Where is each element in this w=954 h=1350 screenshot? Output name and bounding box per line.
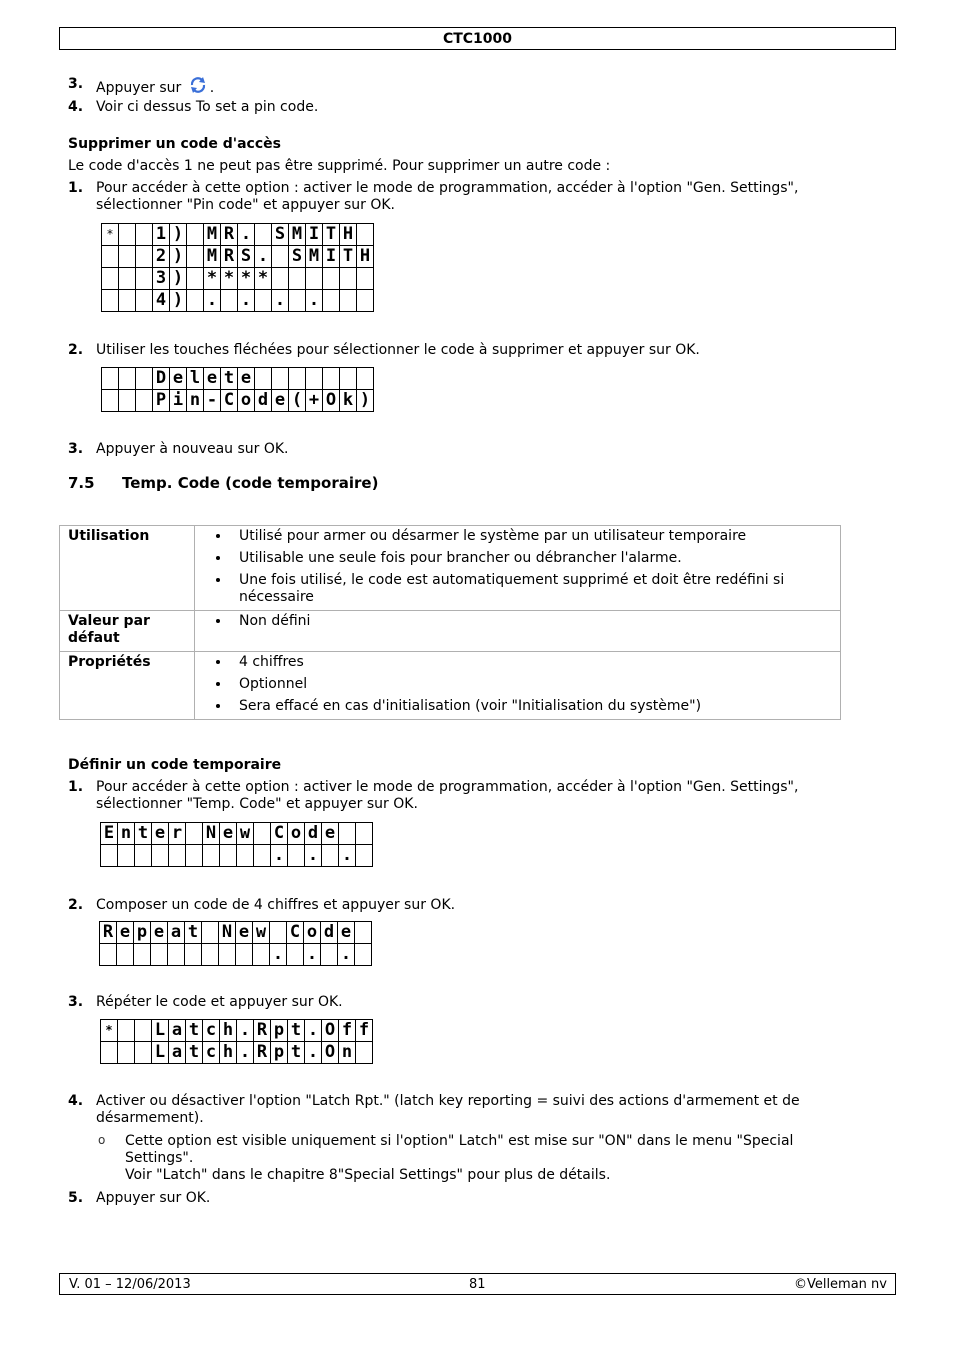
lcd-cell [321,944,338,966]
lcd-cell [355,944,372,966]
lcd-cell: M [306,246,323,268]
lcd-cell: e [236,922,253,944]
step-text: Appuyer à nouveau sur OK. [96,441,289,457]
page-header [59,27,896,50]
lcd-cell: H [357,246,374,268]
lcd-cell [134,944,151,966]
bullet-line: Voir "Latch" dans le chapitre 8"Special Settings" pour plus de détails. [125,1167,611,1183]
lcd-cell: C [287,922,304,944]
lcd-cell [289,268,306,290]
lcd-cell [219,944,236,966]
lcd-cell: E [101,823,118,845]
lcd-cell: . [237,1020,254,1042]
lcd-cell [168,944,185,966]
section-number: 7.5 [68,474,95,492]
lcd-cell: N [203,823,220,845]
lcd-cell [356,1042,373,1064]
lcd-row [102,268,374,290]
lcd-cell: ) [170,246,187,268]
lcd-cell: e [151,922,168,944]
lcd-cell [118,845,135,867]
lcd-cell: e [152,823,169,845]
lcd-cell: e [117,922,134,944]
lcd-cell [272,246,289,268]
list-item: • Sera effacé en cas d'initialisation (voir "Initialisation du système") [231,698,832,715]
lcd-cell: R [254,1042,271,1064]
lcd-cell: . [238,290,255,312]
lcd-cell [203,845,220,867]
lcd-cell [357,368,374,390]
lcd-cell [357,224,374,246]
lcd-cell: S [289,246,306,268]
step-number: 5. [68,1190,84,1206]
lcd-cell: ) [170,224,187,246]
lcd-cell: n [118,823,135,845]
lcd-cell [306,368,323,390]
lcd-row [101,1042,373,1064]
lcd-cell [186,823,203,845]
lcd-cell [340,368,357,390]
lcd-cell: P [153,390,170,412]
lcd-cell [255,290,272,312]
lcd-cell [185,944,202,966]
lcd-cell: . [305,1020,322,1042]
lcd-cell: n [339,1042,356,1064]
lcd-cell: . [204,290,221,312]
lcd-cell: e [322,823,339,845]
lcd-cell [288,845,305,867]
lcd-display-pin-list [101,223,374,312]
lcd-cell: e [204,368,221,390]
lcd-cell [253,944,270,966]
lcd-cell: c [203,1042,220,1064]
lcd-cell: . [270,944,287,966]
lcd-cell: o [288,823,305,845]
lcd-display-repeat-new-code [99,921,372,966]
lcd-cell [102,368,119,390]
lcd-cell: R [221,224,238,246]
lcd-display-delete [101,367,374,412]
lcd-cell: M [289,224,306,246]
step-text: Activer ou désactiver l'option "Latch Rpt." (latch key reporting = suivi des actions d'armement et de désarmement). [96,1093,800,1126]
lcd-cell [187,290,204,312]
lcd-display-enter-new-code [100,822,373,867]
bullet-line: Cette option est visible uniquement si l'option" Latch" est mise sur "ON" dans le menu "Special Settings". [125,1133,794,1166]
lcd-cell: f [339,1020,356,1042]
lcd-cell: w [253,922,270,944]
lcd-cell: ( [289,390,306,412]
lcd-cell: n [187,390,204,412]
lcd-cell [136,390,153,412]
subsection-heading: Définir un code temporaire [68,757,282,773]
lcd-cell: t [288,1020,305,1042]
lcd-cell [102,246,119,268]
lcd-cell: . [255,246,272,268]
lcd-cell [357,290,374,312]
lcd-cell: + [306,390,323,412]
lcd-cell [119,224,136,246]
lcd-cell: . [238,224,255,246]
info-table [59,525,841,720]
step-text [96,76,836,99]
row-values [195,526,841,611]
lcd-cell: O [322,1020,339,1042]
table-row [60,611,841,652]
lcd-cell [340,290,357,312]
lcd-cell: . [305,845,322,867]
lcd-cell: f [356,1020,373,1042]
lcd-cell [339,823,356,845]
lcd-row [100,944,372,966]
lcd-cell: t [221,368,238,390]
page-footer [59,1273,896,1295]
lcd-cell: R [221,246,238,268]
row-values [195,652,841,720]
lcd-cell [119,290,136,312]
lcd-cell [220,845,237,867]
table-row [60,526,841,611]
lcd-cell: e [338,922,355,944]
lcd-cell [119,390,136,412]
lcd-cell: * [238,268,255,290]
lcd-cell [272,268,289,290]
lcd-cell: * [204,268,221,290]
lcd-cell: 1 [153,224,170,246]
lcd-cell [119,268,136,290]
lcd-cell [102,268,119,290]
lcd-cell: L [152,1042,169,1064]
lcd-cell [289,368,306,390]
lcd-cell [356,845,373,867]
lcd-row [102,368,374,390]
lcd-cell: D [153,368,170,390]
step-text: Appuyer sur OK. [96,1190,211,1206]
lcd-cell [357,268,374,290]
lcd-cell: ) [357,390,374,412]
lcd-cell [136,224,153,246]
lcd-row [101,845,373,867]
footer-copyright: ©Velleman nv [793,1277,887,1292]
lcd-cell [289,290,306,312]
lcd-cell: d [255,390,272,412]
lcd-cell: . [306,290,323,312]
lcd-cell [101,845,118,867]
step-number: 4. [68,1093,84,1109]
lcd-cell: h [220,1042,237,1064]
lcd-cell [323,268,340,290]
lcd-cell: . [237,1042,254,1064]
section-title: Temp. Code (code temporaire) [122,474,379,492]
step-text: Pour accéder à cette option : activer le mode de programmation, accéder à l'option "Gen. Settings", sélectionner "Pin code" et appuyer sur OK. [96,180,799,213]
lcd-cell: k [340,390,357,412]
lcd-cell: a [169,1042,186,1064]
list-item: • Utilisable une seule fois pour brancher ou débrancher l'alarme. [231,550,832,567]
lcd-cell [152,845,169,867]
lcd-cell: o [238,390,255,412]
lcd-row [101,1020,373,1042]
lcd-cell [102,290,119,312]
lcd-cell [356,823,373,845]
lcd-cell: e [220,823,237,845]
lcd-cell: . [271,845,288,867]
lcd-cell [236,944,253,966]
step-text: Composer un code de 4 chiffres et appuyer sur OK. [96,897,456,913]
lcd-cell [323,368,340,390]
lcd-cell: p [134,922,151,944]
lcd-cell: I [306,224,323,246]
lcd-cell: C [271,823,288,845]
lcd-cell: O [322,1042,339,1064]
step-number: 1. [68,180,84,196]
lcd-cell: e [170,368,187,390]
step-number: 3. [68,994,84,1010]
step-number: 4. [68,99,84,115]
lcd-cell: ) [170,268,187,290]
lcd-cell: t [185,922,202,944]
row-label: Propriétés [60,652,195,720]
lcd-cell [306,268,323,290]
lcd-cell: t [186,1020,203,1042]
lcd-row [101,823,373,845]
lcd-cell: . [272,290,289,312]
lcd-cell: t [288,1042,305,1064]
lcd-cell [135,845,152,867]
lcd-cell: - [204,390,221,412]
bullet-symbol: o [98,1133,106,1147]
lcd-cell: N [219,922,236,944]
lcd-cell [136,268,153,290]
step-text: Pour accéder à cette option : activer le mode de programmation, accéder à l'option "Gen. Settings", sélectionner "Temp. Code" et appuyer sur OK. [96,779,799,812]
intro-text: Le code d'accès 1 ne peut pas être supprimé. Pour supprimer un autre code : [68,158,611,174]
lcd-cell: d [305,823,322,845]
lcd-cell: l [187,368,204,390]
lcd-cell: 2 [153,246,170,268]
lcd-cell [101,1042,118,1064]
lcd-cell: * [102,224,119,246]
lcd-cell: t [186,1042,203,1064]
lcd-cell [187,246,204,268]
lcd-cell [136,246,153,268]
lcd-cell [323,290,340,312]
lcd-cell: M [204,224,221,246]
list-item: • 4 chiffres [231,654,832,671]
lcd-cell: * [221,268,238,290]
step-text: Utiliser les touches fléchées pour sélectionner le code à supprimer et appuyer sur OK. [96,342,700,358]
lcd-cell: d [321,922,338,944]
lcd-cell: r [169,823,186,845]
lcd-cell: c [203,1020,220,1042]
subsection-heading: Supprimer un code d'accès [68,136,281,152]
lcd-cell [119,246,136,268]
lcd-cell [202,944,219,966]
lcd-cell: . [339,845,356,867]
lcd-cell [272,368,289,390]
step-number: 1. [68,779,84,795]
step-number: 2. [68,342,84,358]
lcd-row [102,390,374,412]
row-label: Valeur par défaut [60,611,195,652]
lcd-cell [355,922,372,944]
lcd-cell: M [204,246,221,268]
lcd-cell: H [340,224,357,246]
list-item: • Optionnel [231,676,832,693]
lcd-cell [340,268,357,290]
lcd-cell [136,290,153,312]
step-number: 3. [68,441,84,457]
refresh-icon [188,76,208,99]
lcd-cell: 4 [153,290,170,312]
lcd-cell [255,224,272,246]
lcd-cell [118,1020,135,1042]
lcd-cell: h [220,1020,237,1042]
lcd-cell: I [323,246,340,268]
list-item: • Une fois utilisé, le code est automatiquement supprimé et doit être redéfini si nécessaire [231,572,832,606]
lcd-cell [186,845,203,867]
step-text: Répéter le code et appuyer sur OK. [96,994,343,1010]
lcd-cell: o [304,922,321,944]
lcd-cell [202,922,219,944]
lcd-cell [119,368,136,390]
row-values [195,611,841,652]
lcd-cell [102,390,119,412]
lcd-cell [254,823,271,845]
lcd-cell: w [237,823,254,845]
step-number: 2. [68,897,84,913]
lcd-cell: S [272,224,289,246]
lcd-cell: . [304,944,321,966]
lcd-cell: a [169,1020,186,1042]
step-text: Voir ci dessus To set a pin code. [96,99,319,115]
lcd-row [100,922,372,944]
lcd-cell: t [135,823,152,845]
lcd-cell [221,290,238,312]
lcd-cell [287,944,304,966]
lcd-cell [254,845,271,867]
footer-version: V. 01 – 12/06/2013 [69,1277,191,1292]
lcd-row [102,224,374,246]
lcd-cell: . [305,1042,322,1064]
lcd-cell: C [221,390,238,412]
lcd-cell: 3 [153,268,170,290]
lcd-cell [237,845,254,867]
lcd-cell: a [168,922,185,944]
lcd-cell: T [340,246,357,268]
lcd-cell [135,1020,152,1042]
lcd-cell: ) [170,290,187,312]
lcd-cell [100,944,117,966]
lcd-cell: p [271,1042,288,1064]
lcd-cell [322,845,339,867]
lcd-cell: p [271,1020,288,1042]
lcd-display-latch [100,1019,373,1064]
table-row [60,652,841,720]
lcd-cell: L [152,1020,169,1042]
lcd-cell: e [238,368,255,390]
lcd-cell: O [323,390,340,412]
lcd-cell [187,224,204,246]
row-label: Utilisation [60,526,195,611]
step-label: Appuyer sur [96,80,182,96]
lcd-cell: R [254,1020,271,1042]
lcd-cell [135,1042,152,1064]
lcd-cell [151,944,168,966]
footer-page-number: 81 [469,1277,486,1292]
lcd-cell: R [100,922,117,944]
bullet-text [125,1133,835,1184]
lcd-row [102,246,374,268]
lcd-cell [169,845,186,867]
lcd-cell: T [323,224,340,246]
lcd-cell [136,368,153,390]
list-item: • Utilisé pour armer ou désarmer le système par un utilisateur temporaire [231,528,832,545]
lcd-cell: . [338,944,355,966]
lcd-cell: i [170,390,187,412]
lcd-row [102,290,374,312]
lcd-cell [187,268,204,290]
lcd-cell: * [101,1020,118,1042]
model-title: CTC1000 [442,31,513,47]
lcd-cell: e [272,390,289,412]
lcd-cell [270,922,287,944]
step-number: 3. [68,76,84,92]
lcd-cell [117,944,134,966]
lcd-cell: * [255,268,272,290]
list-item: • Non défini [231,613,832,630]
lcd-cell: S [238,246,255,268]
lcd-cell [255,368,272,390]
step-period: . [209,80,215,96]
lcd-cell [118,1042,135,1064]
